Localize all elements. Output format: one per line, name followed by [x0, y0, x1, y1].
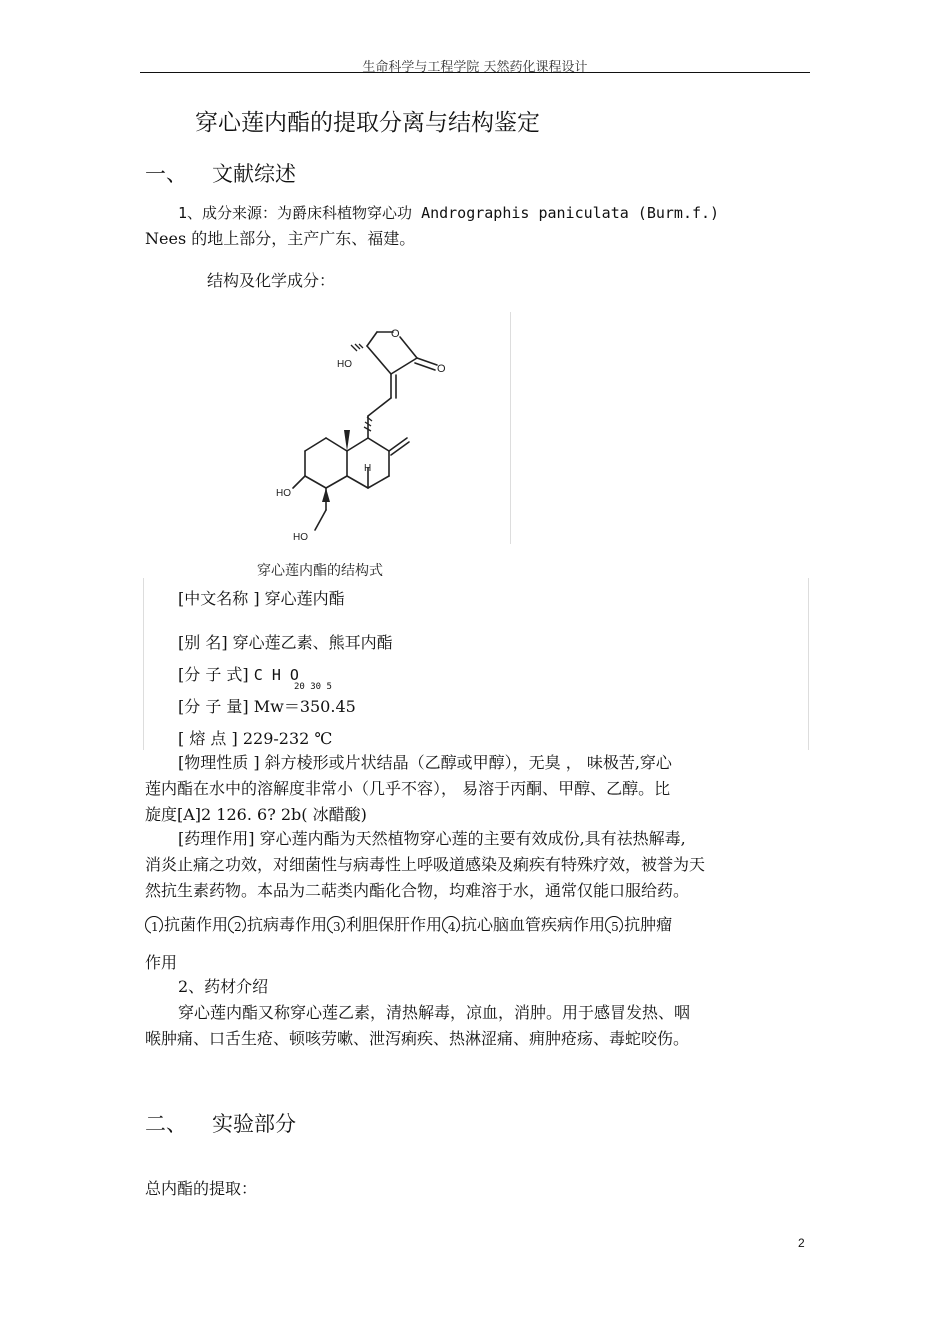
pharm-line-1: [药理作用] 穿心莲内酯为天然植物穿心莲的主要有效成份,具有祛热解毒,: [178, 829, 686, 848]
carbonyl-oxygen-label: O: [437, 363, 446, 375]
effect-antiviral: 抗病毒作用: [247, 915, 328, 934]
ho-left-label: HO: [276, 488, 291, 499]
prop-formula-letters: C H O: [253, 666, 299, 684]
ring-oxygen-label: O: [391, 328, 400, 340]
prop-molecular-weight: [分 子 量] Mw＝350.45: [178, 697, 356, 716]
effects-tail: 作用: [145, 953, 178, 972]
circled-number-2: 2: [228, 912, 247, 938]
figure-border-right: [510, 312, 511, 544]
pharm-line-2: 消炎止痛之功效，对细菌性与病毒性上呼吸道感染及痢疾有特殊疗效，被誉为天: [145, 855, 706, 874]
source-line-2: Nees 的地上部分，主产广东、福建。: [145, 229, 416, 248]
prop-melting-point: [ 熔 点 ] 229-232 ℃: [178, 729, 333, 748]
phys-line-1: [物理性质 ] 斜方棱形或片状结晶（乙醇或甲醇），无臭 ， 味极苦,穿心: [178, 753, 672, 772]
herb-line-2: 喉肿痛、口舌生疮、顿咳劳嗽、泄泻痢疾、热淋涩痛、痈肿疮疡、毒蛇咬伤。: [145, 1029, 690, 1048]
pharm-line-3: 然抗生素药物。本品为二萜类内酯化合物，均难溶于水，通常仅能口服给药。: [145, 881, 690, 900]
page-number: 2: [798, 1236, 805, 1250]
props-border-right: [808, 578, 809, 750]
herb-line-1: 穿心莲内酯又称穿心莲乙素，清热解毒，凉血，消肿。用于感冒发热、咽: [178, 1003, 691, 1022]
effect-antitumor: 抗肿瘤: [624, 915, 673, 934]
effect-liver: 利胆保肝作用: [346, 915, 443, 934]
phys-line-3: 旋度[A]2 126. 6? 2b( 冰醋酸): [145, 805, 367, 824]
hydrogen-label: H: [364, 463, 372, 474]
running-header: 生命科学与工程学院 天然药化课程设计: [362, 60, 588, 75]
section-2-title: 实验部分: [212, 1112, 296, 1136]
phys-line-2: 莲内酯在水中的溶解度非常小（几乎不容）， 易溶于丙酮、甲醇、乙醇。比: [145, 779, 671, 798]
prop-formula: [178, 662, 299, 688]
herb-heading: 2、药材介绍: [178, 977, 269, 996]
effect-cardio: 抗心脑血管疾病作用: [461, 915, 606, 934]
effects-list: [145, 912, 672, 938]
figure-caption: 穿心莲内酯的结构式: [257, 563, 383, 579]
structure-label: 结构及化学成分：: [207, 271, 336, 290]
prop-alias: [别 名] 穿心莲乙素、熊耳内酯: [178, 633, 393, 652]
prop-chinese-name: [中文名称 ] 穿心莲内酯: [178, 589, 345, 608]
ho-bottom-label: HO: [293, 532, 308, 543]
andrographolide-structure: [255, 318, 495, 548]
header-rule: [140, 72, 810, 73]
effect-antibacterial: 抗菌作用: [164, 915, 229, 934]
document-title: 穿心莲内酯的提取分离与结构鉴定: [195, 110, 540, 136]
source-text-1: 1、成分来源：为爵床科植物穿心功 Andrographis paniculata (Burm.f.): [178, 204, 720, 222]
section-2-number: 二、: [145, 1112, 187, 1136]
section-1-title: 文献综述: [212, 162, 296, 186]
ho-top-label: HO: [337, 359, 352, 370]
circled-number-3: 3: [327, 912, 346, 938]
source-line-1: [178, 200, 719, 226]
prop-formula-subscripts: 20 30 5: [294, 682, 332, 692]
props-border-left: [143, 578, 144, 750]
circled-number-5: 5: [605, 912, 624, 938]
section-1-number: 一、: [145, 162, 187, 186]
sub-heading-extraction: 总内酯的提取：: [145, 1179, 258, 1198]
circled-number-1: 1: [145, 912, 164, 938]
circled-number-4: 4: [442, 912, 461, 938]
prop-formula-label: [分 子 式]: [178, 665, 249, 684]
